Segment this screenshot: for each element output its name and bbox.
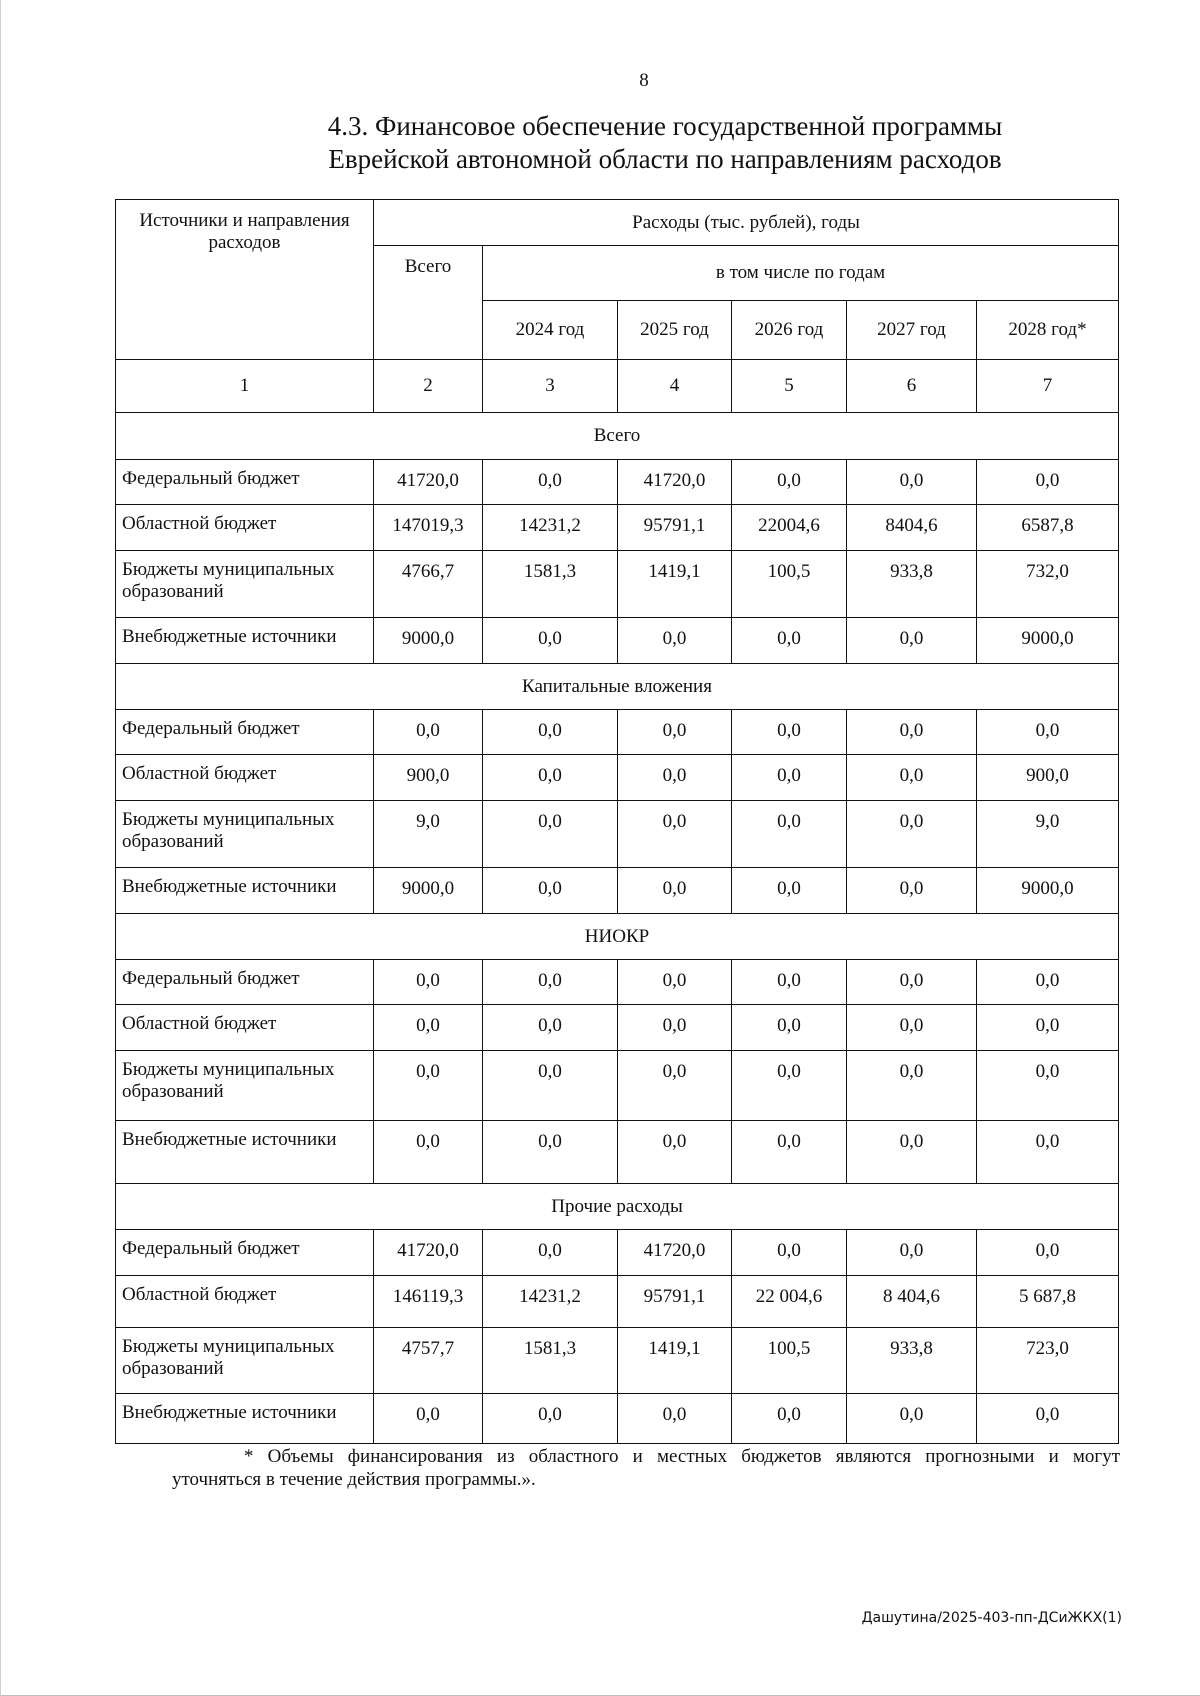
value-cell: 0,0	[847, 755, 977, 801]
row-label: Внебюджетные источники	[116, 618, 374, 664]
value-cell: 6587,8	[977, 505, 1119, 551]
row-label: Бюджеты муниципальных образований	[116, 1328, 374, 1394]
footnote-line-1: * Объемы финансирования из областного и местных бюджетов являются прогнозными и могут	[244, 1446, 1120, 1467]
value-cell: 41720,0	[374, 460, 483, 505]
financing-table	[115, 199, 1119, 1444]
value-cell: 0,0	[483, 710, 618, 755]
table-row	[116, 551, 1119, 618]
document-code: Дашутина/2025-403-пп-ДСиЖКХ(1)	[861, 1610, 1122, 1626]
value-cell: 0,0	[483, 1394, 618, 1444]
value-cell: 0,0	[374, 1121, 483, 1184]
value-cell: 0,0	[847, 801, 977, 868]
value-cell: 0,0	[483, 801, 618, 868]
column-number: 2	[374, 360, 483, 413]
value-cell: 0,0	[847, 960, 977, 1005]
value-cell: 0,0	[732, 1121, 847, 1184]
value-cell: 0,0	[847, 460, 977, 505]
footnote-line-2: уточняться в течение действия программы.».	[172, 1469, 536, 1490]
value-cell: 0,0	[847, 1005, 977, 1051]
value-cell: 732,0	[977, 551, 1119, 618]
value-cell: 0,0	[732, 1394, 847, 1444]
value-cell: 900,0	[374, 755, 483, 801]
value-cell: 41720,0	[618, 460, 732, 505]
value-cell: 0,0	[732, 801, 847, 868]
header-year: 2024 год	[483, 301, 618, 360]
value-cell: 0,0	[977, 1005, 1119, 1051]
value-cell: 9000,0	[374, 868, 483, 914]
value-cell: 0,0	[977, 1394, 1119, 1444]
table-row	[116, 755, 1119, 801]
value-cell: 0,0	[847, 1230, 977, 1276]
section-title: НИОКР	[116, 914, 1119, 960]
value-cell: 0,0	[977, 1051, 1119, 1121]
value-cell: 0,0	[977, 460, 1119, 505]
value-cell: 933,8	[847, 551, 977, 618]
value-cell: 0,0	[374, 1005, 483, 1051]
table-row	[116, 1276, 1119, 1328]
value-cell: 0,0	[732, 460, 847, 505]
value-cell: 0,0	[483, 960, 618, 1005]
value-cell: 0,0	[374, 710, 483, 755]
value-cell: 0,0	[618, 868, 732, 914]
value-cell: 41720,0	[374, 1230, 483, 1276]
value-cell: 900,0	[977, 755, 1119, 801]
value-cell: 0,0	[847, 1121, 977, 1184]
table-row	[116, 460, 1119, 505]
value-cell: 9,0	[977, 801, 1119, 868]
row-label: Областной бюджет	[116, 1276, 374, 1328]
value-cell: 0,0	[483, 1121, 618, 1184]
value-cell: 0,0	[732, 755, 847, 801]
value-cell: 100,5	[732, 551, 847, 618]
value-cell: 933,8	[847, 1328, 977, 1394]
value-cell: 0,0	[732, 960, 847, 1005]
value-cell: 100,5	[732, 1328, 847, 1394]
row-label: Областной бюджет	[116, 1005, 374, 1051]
value-cell: 4757,7	[374, 1328, 483, 1394]
value-cell: 0,0	[618, 1121, 732, 1184]
column-number: 5	[732, 360, 847, 413]
column-number: 6	[847, 360, 977, 413]
value-cell: 0,0	[732, 618, 847, 664]
page-number: 8	[639, 70, 649, 91]
value-cell: 0,0	[618, 801, 732, 868]
value-cell: 1581,3	[483, 1328, 618, 1394]
table-row	[116, 1394, 1119, 1444]
value-cell: 0,0	[374, 1394, 483, 1444]
value-cell: 0,0	[732, 1230, 847, 1276]
column-number: 1	[116, 360, 374, 413]
value-cell: 0,0	[977, 710, 1119, 755]
value-cell: 9000,0	[977, 868, 1119, 914]
row-label: Бюджеты муниципальных образований	[116, 551, 374, 618]
value-cell: 147019,3	[374, 505, 483, 551]
table-row	[116, 1230, 1119, 1276]
row-label: Федеральный бюджет	[116, 710, 374, 755]
footnote	[172, 1445, 1120, 1491]
value-cell: 0,0	[732, 868, 847, 914]
row-label: Внебюджетные источники	[116, 1394, 374, 1444]
table-row	[116, 801, 1119, 868]
row-label: Областной бюджет	[116, 755, 374, 801]
table-row	[116, 505, 1119, 551]
value-cell: 0,0	[374, 1051, 483, 1121]
value-cell: 0,0	[618, 1051, 732, 1121]
value-cell: 146119,3	[374, 1276, 483, 1328]
value-cell: 0,0	[977, 1230, 1119, 1276]
value-cell: 4766,7	[374, 551, 483, 618]
value-cell: 0,0	[977, 960, 1119, 1005]
value-cell: 9000,0	[977, 618, 1119, 664]
table-row	[116, 710, 1119, 755]
value-cell: 95791,1	[618, 1276, 732, 1328]
value-cell: 5 687,8	[977, 1276, 1119, 1328]
table-row	[116, 868, 1119, 914]
column-number: 3	[483, 360, 618, 413]
row-label: Внебюджетные источники	[116, 868, 374, 914]
section-title: Капитальные вложения	[116, 664, 1119, 710]
value-cell: 0,0	[847, 618, 977, 664]
heading-line-2: Еврейской автономной области по направлениям расходов	[328, 144, 1002, 174]
heading-line-1: 4.3. Финансовое обеспечение государственной программы	[327, 111, 1003, 141]
row-label: Федеральный бюджет	[116, 460, 374, 505]
table-row	[116, 618, 1119, 664]
value-cell: 0,0	[618, 1394, 732, 1444]
value-cell: 14231,2	[483, 1276, 618, 1328]
value-cell: 0,0	[732, 1051, 847, 1121]
value-cell: 0,0	[847, 1394, 977, 1444]
value-cell: 22 004,6	[732, 1276, 847, 1328]
value-cell: 0,0	[847, 868, 977, 914]
row-label: Областной бюджет	[116, 505, 374, 551]
value-cell: 8404,6	[847, 505, 977, 551]
header-year: 2025 год	[618, 301, 732, 360]
value-cell: 0,0	[483, 755, 618, 801]
value-cell: 723,0	[977, 1328, 1119, 1394]
table-row	[116, 960, 1119, 1005]
row-label: Бюджеты муниципальных образований	[116, 801, 374, 868]
value-cell: 0,0	[483, 1230, 618, 1276]
header-year: 2028 год*	[977, 301, 1119, 360]
value-cell: 0,0	[483, 460, 618, 505]
value-cell: 0,0	[732, 1005, 847, 1051]
value-cell: 0,0	[483, 868, 618, 914]
value-cell: 1419,1	[618, 1328, 732, 1394]
value-cell: 0,0	[618, 1005, 732, 1051]
value-cell: 22004,6	[732, 505, 847, 551]
header-year: 2026 год	[732, 301, 847, 360]
column-number: 4	[618, 360, 732, 413]
value-cell: 0,0	[732, 710, 847, 755]
value-cell: 95791,1	[618, 505, 732, 551]
table-row	[116, 1005, 1119, 1051]
section-title: Всего	[116, 413, 1119, 460]
column-number: 7	[977, 360, 1119, 413]
value-cell: 0,0	[483, 1005, 618, 1051]
value-cell: 1581,3	[483, 551, 618, 618]
value-cell: 0,0	[618, 618, 732, 664]
section-heading	[300, 110, 1030, 176]
value-cell: 14231,2	[483, 505, 618, 551]
table-row	[116, 1328, 1119, 1394]
value-cell: 0,0	[618, 960, 732, 1005]
value-cell: 8 404,6	[847, 1276, 977, 1328]
value-cell: 1419,1	[618, 551, 732, 618]
header-year: 2027 год	[847, 301, 977, 360]
value-cell: 41720,0	[618, 1230, 732, 1276]
value-cell: 9,0	[374, 801, 483, 868]
table-row	[116, 1051, 1119, 1121]
value-cell: 0,0	[618, 755, 732, 801]
header-by-years: в том числе по годам	[483, 246, 1119, 301]
value-cell: 9000,0	[374, 618, 483, 664]
section-title: Прочие расходы	[116, 1184, 1119, 1230]
value-cell: 0,0	[977, 1121, 1119, 1184]
row-label: Бюджеты муниципальных образований	[116, 1051, 374, 1121]
header-total: Всего	[374, 246, 483, 360]
table-row	[116, 1121, 1119, 1184]
row-label: Федеральный бюджет	[116, 960, 374, 1005]
value-cell: 0,0	[847, 1051, 977, 1121]
value-cell: 0,0	[618, 710, 732, 755]
header-expenses: Расходы (тыс. рублей), годы	[374, 200, 1119, 246]
row-label: Федеральный бюджет	[116, 1230, 374, 1276]
value-cell: 0,0	[483, 618, 618, 664]
value-cell: 0,0	[374, 960, 483, 1005]
header-sources: Источники и направления расходов	[116, 200, 374, 360]
row-label: Внебюджетные источники	[116, 1121, 374, 1184]
value-cell: 0,0	[847, 710, 977, 755]
value-cell: 0,0	[483, 1051, 618, 1121]
